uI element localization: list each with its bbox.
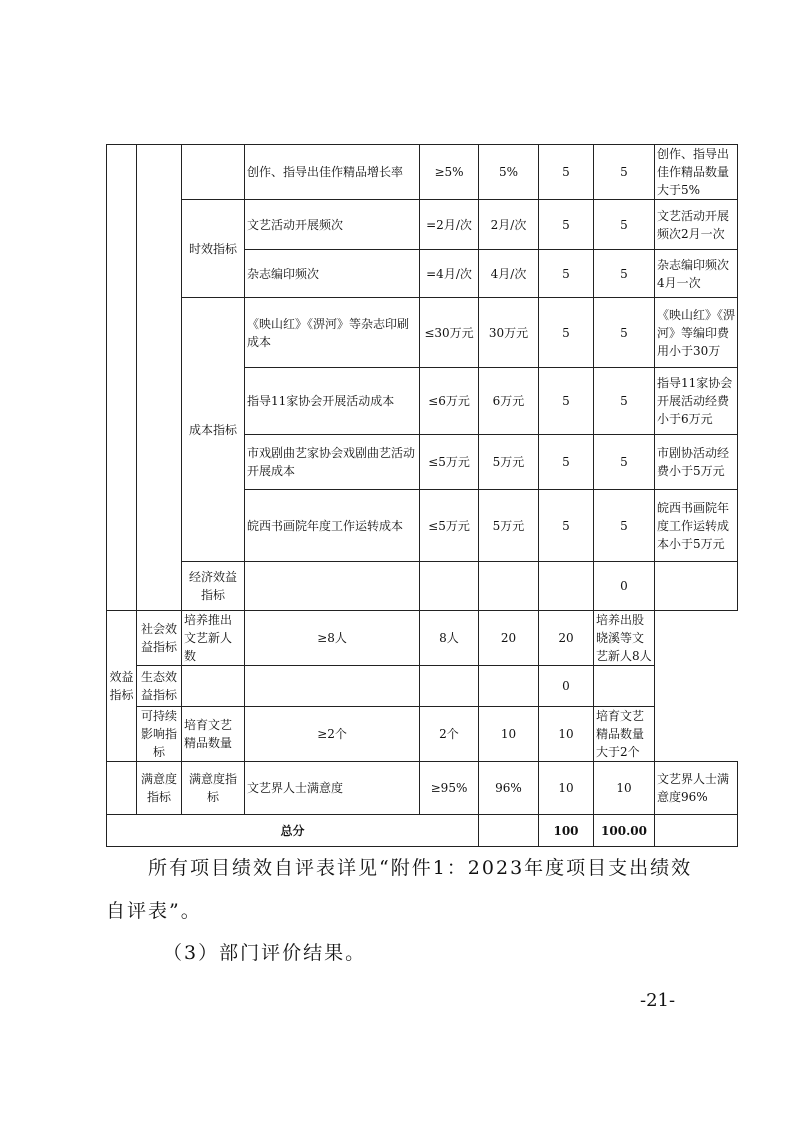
level3-cell [182, 145, 245, 200]
weight-cell: 10 [539, 762, 594, 815]
weight-cell: 10 [479, 707, 539, 762]
target-cell: =2月/次 [420, 200, 479, 250]
target-cell [245, 666, 420, 707]
indicator-cell [182, 666, 245, 707]
remark-cell: 《映山红》《淠河》等编印费用小于30万 [655, 298, 738, 368]
target-cell: ≥95% [420, 762, 479, 815]
indicator-cell: 《映山红》《淠河》等杂志印刷成本 [245, 298, 420, 368]
paragraph-text: 所有项目绩效自评表详见“附件1：2023年度项目支出绩效 [148, 857, 693, 879]
remark-cell: 杂志编印频次4月一次 [655, 250, 738, 298]
actual-cell: 30万元 [479, 298, 539, 368]
actual-cell: 6万元 [479, 368, 539, 435]
remark-cell: 皖西书画院年度工作运转成本小于5万元 [655, 490, 738, 562]
table-row [107, 200, 738, 250]
score-cell: 0 [594, 562, 655, 611]
actual-cell: 2月/次 [479, 200, 539, 250]
score-cell: 10 [539, 707, 594, 762]
target-cell: ≥8人 [245, 611, 420, 666]
remark-cell: 培育文艺精品数量大于2个 [594, 707, 655, 762]
target-cell: ≤5万元 [420, 490, 479, 562]
remark-cell: 创作、指导出佳作精品数量大于5% [655, 145, 738, 200]
remark-cell: 文艺活动开展频次2月一次 [655, 200, 738, 250]
actual-cell [479, 562, 539, 611]
total-score: 100.00 [594, 815, 655, 847]
total-row [107, 815, 738, 847]
actual-cell: 5万元 [479, 435, 539, 490]
paragraph-text-continued: 自评表”。 [106, 900, 202, 922]
performance-table [106, 144, 738, 847]
score-cell: 5 [594, 435, 655, 490]
level1-cell [107, 762, 137, 815]
remark-cell: 指导11家协会开展活动经费小于6万元 [655, 368, 738, 435]
score-cell: 5 [594, 368, 655, 435]
weight-cell: 5 [539, 490, 594, 562]
score-cell: 5 [594, 490, 655, 562]
cost-category: 成本指标 [182, 298, 245, 562]
weight-cell: 5 [539, 250, 594, 298]
indicator-cell: 杂志编印频次 [245, 250, 420, 298]
indicator-cell [245, 562, 420, 611]
indicator-cell: 创作、指导出佳作精品增长率 [245, 145, 420, 200]
indicator-cell: 文艺活动开展频次 [245, 200, 420, 250]
target-cell: ≤6万元 [420, 368, 479, 435]
total-label: 总分 [107, 815, 479, 847]
indicator-cell: 皖西书画院年度工作运转成本 [245, 490, 420, 562]
score-cell: 10 [594, 762, 655, 815]
target-cell: ≥5% [420, 145, 479, 200]
ecological-category: 生态效益指标 [137, 666, 182, 707]
actual-cell [420, 666, 479, 707]
table-row [107, 562, 738, 611]
remark-cell: 培养出股晓溪等文艺新人8人 [594, 611, 655, 666]
score-cell: 5 [594, 250, 655, 298]
actual-cell: 5% [479, 145, 539, 200]
total-remark-cell [655, 815, 738, 847]
level1-cell [107, 145, 137, 611]
table-row [107, 145, 738, 200]
table-row [107, 666, 738, 707]
indicator-cell: 培养推出文艺新人数 [182, 611, 245, 666]
timeliness-category: 时效指标 [182, 200, 245, 298]
total-weight: 100 [539, 815, 594, 847]
table-row [107, 762, 738, 815]
remark-cell: 市剧协活动经费小于5万元 [655, 435, 738, 490]
weight-cell: 5 [539, 298, 594, 368]
target-cell: ≤5万元 [420, 435, 479, 490]
actual-cell: 5万元 [479, 490, 539, 562]
score-cell: 5 [594, 145, 655, 200]
section-heading: （3）部门评价结果。 [163, 942, 367, 964]
remark-cell [655, 562, 738, 611]
score-cell: 5 [594, 200, 655, 250]
table-row [107, 707, 738, 762]
level2-cell [137, 145, 182, 611]
social-category: 社会效益指标 [137, 611, 182, 666]
score-cell: 5 [594, 298, 655, 368]
actual-cell: 4月/次 [479, 250, 539, 298]
indicator-cell: 文艺界人士满意度 [245, 762, 420, 815]
indicator-cell: 培育文艺精品数量 [182, 707, 245, 762]
weight-cell: 5 [539, 200, 594, 250]
satisfaction-category: 满意度指标 [182, 762, 245, 815]
score-cell: 0 [539, 666, 594, 707]
indicator-cell: 市戏剧曲艺家协会戏剧曲艺活动开展成本 [245, 435, 420, 490]
remark-cell [594, 666, 655, 707]
benefit-group-cell: 效益指标 [107, 611, 137, 762]
indicator-cell: 指导11家协会开展活动成本 [245, 368, 420, 435]
actual-cell: 96% [479, 762, 539, 815]
table-row [107, 611, 738, 666]
weight-cell: 5 [539, 368, 594, 435]
actual-cell: 8人 [420, 611, 479, 666]
target-cell: ≤30万元 [420, 298, 479, 368]
sustainable-category: 可持续影响指标 [137, 707, 182, 762]
target-cell [420, 562, 479, 611]
target-cell: =4月/次 [420, 250, 479, 298]
page-number: -21- [640, 990, 676, 1011]
remark-cell: 文艺界人士满意度96% [655, 762, 738, 815]
table-row [107, 298, 738, 368]
weight-cell [479, 666, 539, 707]
actual-cell: 2个 [420, 707, 479, 762]
economic-category: 经济效益指标 [182, 562, 245, 611]
weight-cell [539, 562, 594, 611]
satisfaction-group-cell: 满意度指标 [137, 762, 182, 815]
score-cell: 20 [539, 611, 594, 666]
target-cell: ≥2个 [245, 707, 420, 762]
weight-cell: 20 [479, 611, 539, 666]
weight-cell: 5 [539, 435, 594, 490]
weight-cell: 5 [539, 145, 594, 200]
total-actual-cell [479, 815, 539, 847]
